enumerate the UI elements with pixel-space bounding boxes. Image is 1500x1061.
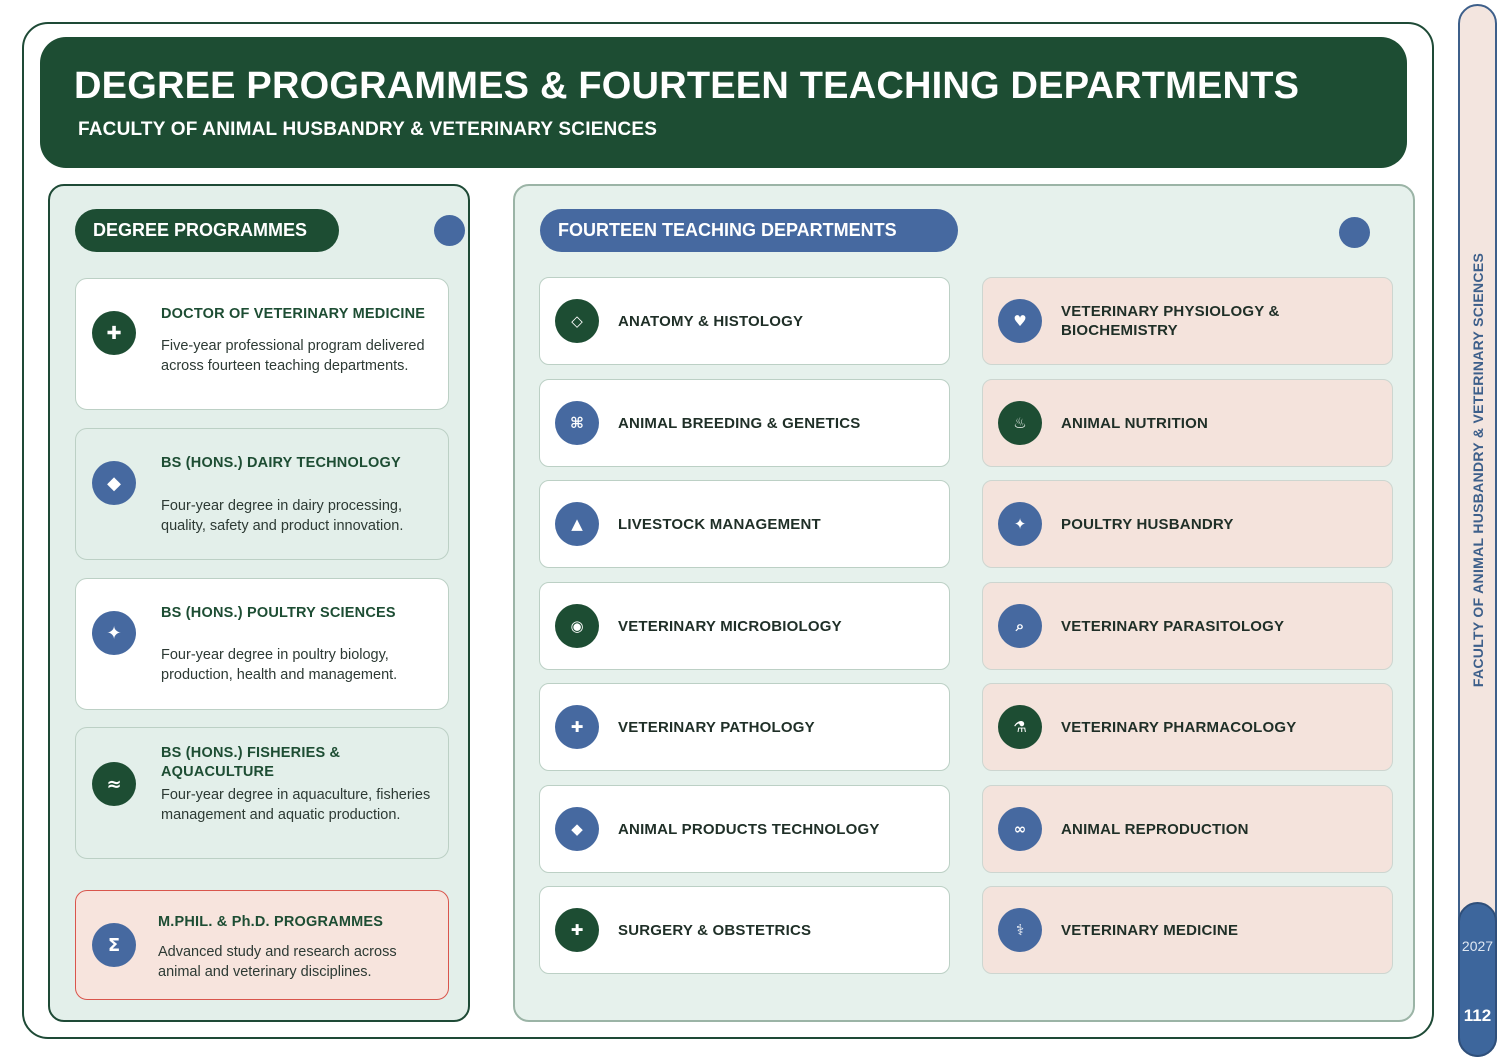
year-label: 2027 bbox=[1461, 938, 1494, 954]
page-number: 112 bbox=[1463, 1006, 1492, 1025]
sparkle-icon: ✦ bbox=[998, 502, 1042, 546]
dept-card-pathology bbox=[539, 683, 950, 771]
page-number-tab bbox=[1458, 902, 1497, 1057]
decorative-dot bbox=[1339, 217, 1370, 248]
dept-label: ANIMAL NUTRITION bbox=[1061, 414, 1209, 432]
command-icon: ⌘ bbox=[555, 401, 599, 445]
infinity-icon: ∞ bbox=[998, 807, 1042, 851]
departments-panel bbox=[513, 184, 1415, 1022]
dept-label: VETERINARY PHARMACOLOGY bbox=[1061, 718, 1297, 736]
degree-title: BS (HONS.) DAIRY TECHNOLOGY bbox=[161, 455, 401, 471]
mortar-icon: ⚗ bbox=[998, 705, 1042, 749]
degree-card-dvm bbox=[75, 278, 449, 410]
degree-description: Four-year degree in poultry biology, production, health and management. bbox=[161, 647, 398, 683]
dept-label: VETERINARY PHYSIOLOGY & BIOCHEMISTRY bbox=[1061, 303, 1280, 339]
dept-card-nutrition bbox=[982, 379, 1393, 467]
plus-icon: ✚ bbox=[555, 908, 599, 952]
dept-label: POULTRY HUSBANDRY bbox=[1061, 515, 1234, 533]
caduceus-icon: ⚕ bbox=[998, 908, 1042, 952]
dept-card-microbiology bbox=[539, 582, 950, 670]
departments-heading: FOURTEEN TEACHING DEPARTMENTS bbox=[540, 209, 958, 252]
dept-label: VETERINARY PARASITOLOGY bbox=[1061, 617, 1285, 635]
degree-description: Advanced study and research across animal and veterinary disciplines. bbox=[158, 944, 397, 980]
dept-card-anatomy bbox=[539, 277, 950, 365]
side-tab-label: FACULTY OF ANIMAL HUSBANDRY & VETERINARY SCIENCES bbox=[1470, 252, 1486, 688]
dept-label: VETERINARY PATHOLOGY bbox=[618, 718, 815, 736]
degree-card-poultry bbox=[75, 578, 449, 710]
degree-card-mphil-phd bbox=[75, 890, 449, 1000]
degree-description: Five-year professional program delivered across fourteen teaching departments. bbox=[161, 338, 425, 374]
dept-label: SURGERY & OBSTETRICS bbox=[618, 921, 812, 939]
dept-card-parasitology bbox=[982, 582, 1393, 670]
degree-programmes-panel bbox=[48, 184, 470, 1022]
plus-icon: ✚ bbox=[92, 311, 136, 355]
page-header bbox=[40, 37, 1407, 168]
heart-icon: ♥ bbox=[998, 299, 1042, 343]
bowl-icon: ♨ bbox=[998, 401, 1042, 445]
degree-programmes-heading: DEGREE PROGRAMMES bbox=[75, 209, 339, 252]
dept-card-livestock bbox=[539, 480, 950, 568]
diamond-icon: ◆ bbox=[92, 461, 136, 505]
dept-card-surgery bbox=[539, 886, 950, 974]
dept-card-reproduction bbox=[982, 785, 1393, 873]
dept-card-pharmacology bbox=[982, 683, 1393, 771]
dept-label: VETERINARY MEDICINE bbox=[1061, 921, 1239, 939]
waves-icon: ≈ bbox=[92, 762, 136, 806]
degree-title: BS (HONS.) POULTRY SCIENCES bbox=[161, 605, 396, 621]
degree-description: Four-year degree in aquaculture, fisheries management and aquatic production. bbox=[161, 787, 431, 823]
page-subtitle: FACULTY OF ANIMAL HUSBANDRY & VETERINARY SCIENCES bbox=[78, 119, 658, 140]
dept-label: ANIMAL BREEDING & GENETICS bbox=[618, 414, 861, 432]
dept-card-poultry-husbandry bbox=[982, 480, 1393, 568]
dept-label: ANATOMY & HISTOLOGY bbox=[618, 312, 804, 330]
diamond-icon: ◆ bbox=[555, 807, 599, 851]
plus-icon: ✚ bbox=[555, 705, 599, 749]
dept-label: ANIMAL PRODUCTS TECHNOLOGY bbox=[618, 820, 880, 838]
dept-card-products bbox=[539, 785, 950, 873]
degree-card-dairy bbox=[75, 428, 449, 560]
degree-description: Four-year degree in dairy processing, quality, safety and product innovation. bbox=[161, 498, 404, 534]
decorative-dot bbox=[434, 215, 465, 246]
degree-title: BS (HONS.) FISHERIES & AQUACULTURE bbox=[161, 745, 341, 780]
page-title: DEGREE PROGRAMMES & FOURTEEN TEACHING DEPARTMENTS bbox=[74, 65, 1300, 107]
target-icon: ◉ bbox=[555, 604, 599, 648]
magnifier-icon: ⌕ bbox=[998, 604, 1042, 648]
diamond-outline-icon: ◇ bbox=[555, 299, 599, 343]
degree-card-fisheries bbox=[75, 727, 449, 859]
dept-card-breeding bbox=[539, 379, 950, 467]
degree-title: M.PHIL. & Ph.D. PROGRAMMES bbox=[158, 914, 384, 930]
dept-card-medicine bbox=[982, 886, 1393, 974]
degree-title: DOCTOR OF VETERINARY MEDICINE bbox=[161, 306, 426, 322]
sigma-icon: Σ bbox=[92, 923, 136, 967]
dept-label: ANIMAL REPRODUCTION bbox=[1061, 820, 1249, 838]
sparkle-icon: ✦ bbox=[92, 611, 136, 655]
dept-label: VETERINARY MICROBIOLOGY bbox=[618, 617, 842, 635]
dept-card-physiology bbox=[982, 277, 1393, 365]
dept-label: LIVESTOCK MANAGEMENT bbox=[618, 515, 821, 533]
bell-icon: ▲ bbox=[555, 502, 599, 546]
